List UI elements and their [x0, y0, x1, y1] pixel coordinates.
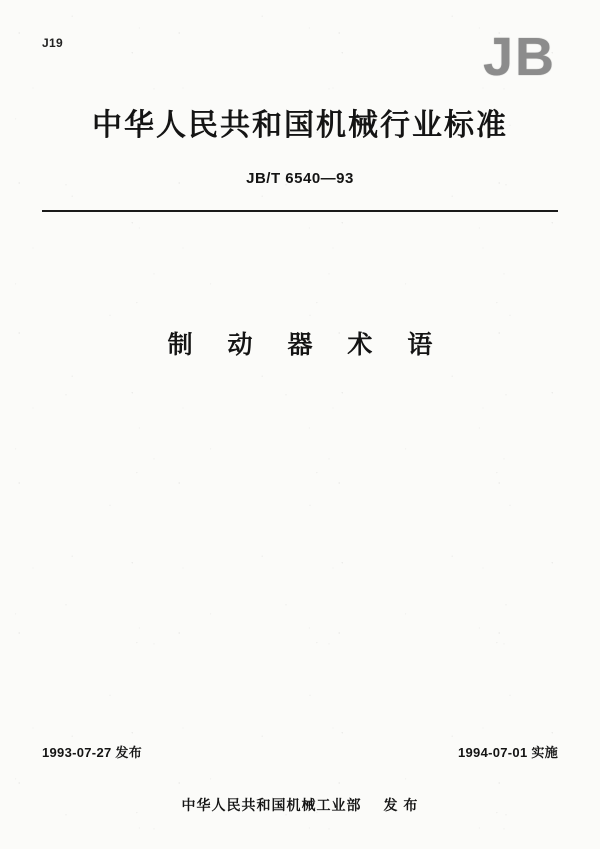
- classification-mark: J19: [42, 36, 63, 50]
- horizontal-divider: [42, 210, 558, 212]
- standard-number: JB/T 6540—93: [246, 170, 354, 187]
- page-title: 制 动 器 术 语: [167, 331, 447, 359]
- publisher-name: 中华人民共和国机械工业部: [181, 797, 362, 813]
- publisher-action: 发 布: [383, 797, 419, 813]
- issuing-body-title: 中华人民共和国机械行业标准: [92, 109, 508, 142]
- publisher-line: [0, 795, 600, 815]
- jb-emblem: JB: [482, 27, 556, 87]
- implementation-date: 1994-07-01 实施: [457, 745, 558, 760]
- date-row: [42, 742, 558, 761]
- issue-date: 1993-07-27 发布: [42, 745, 143, 760]
